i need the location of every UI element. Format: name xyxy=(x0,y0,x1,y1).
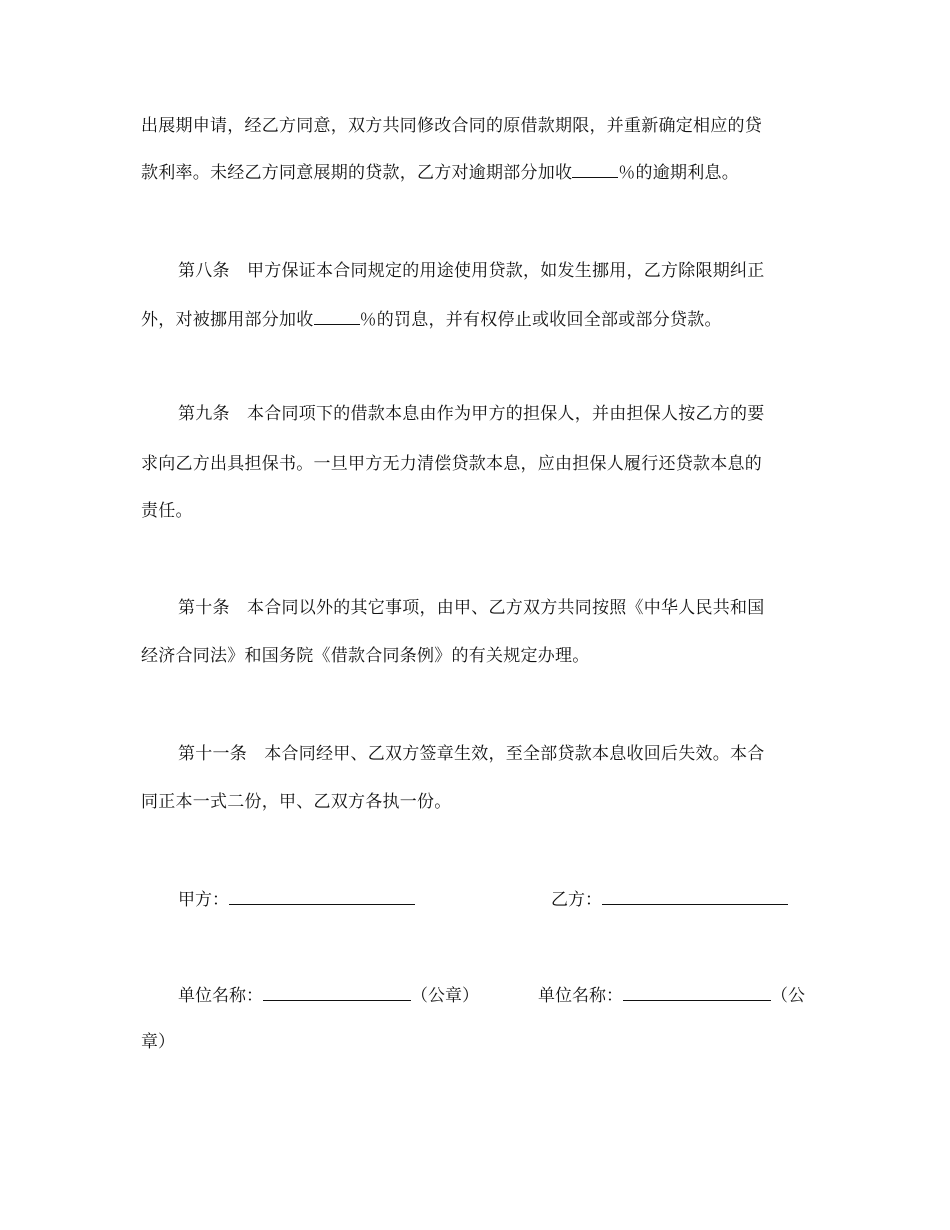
seal-b-part2: 章） xyxy=(141,1032,175,1052)
unit-name-a-label: 单位名称： xyxy=(178,986,263,1006)
unit-name-b-label: 单位名称： xyxy=(538,986,623,1006)
unit-name-a-blank xyxy=(263,985,411,1001)
unit-name-b-field xyxy=(538,985,805,1006)
unit-name-a-field xyxy=(178,985,479,1006)
party-b-field xyxy=(551,889,788,910)
party-a-field xyxy=(178,889,415,910)
article8-line-2-tail: ％的罚息，并有权停止或收回全部或部分贷款。 xyxy=(359,310,722,330)
party-b-label: 乙方： xyxy=(551,890,602,910)
article11-line-1: 第十一条 本合同经甲、乙双方签章生效，至全部贷款本息收回后失效。本合 xyxy=(178,744,765,764)
overdue-rate-blank xyxy=(572,162,618,178)
article8-line-1: 第八条 甲方保证本合同规定的用途使用贷款，如发生挪用，乙方除限期纠正 xyxy=(178,261,765,281)
article9-line-3: 责任。 xyxy=(141,501,193,521)
seal-b-part1: （公 xyxy=(771,986,805,1006)
article10-line-2: 经济合同法》和国务院《借款合同条例》的有关规定办理。 xyxy=(141,646,590,666)
article8-line-2 xyxy=(141,309,811,330)
article8-line-2-text: 外，对被挪用部分加收 xyxy=(141,310,314,330)
seal-a: （公章） xyxy=(411,986,479,1006)
party-a-label: 甲方： xyxy=(178,890,229,910)
party-b-blank xyxy=(602,889,788,905)
party-a-blank xyxy=(229,889,415,905)
article7-line-2 xyxy=(141,162,811,183)
article9-line-1: 第九条 本合同项下的借款本息由作为甲方的担保人，并由担保人按乙方的要 xyxy=(178,404,765,424)
article7-line-2-text: 款利率。未经乙方同意展期的贷款，乙方对逾期部分加收 xyxy=(141,163,573,183)
article7-line-1: 出展期申请，经乙方同意，双方共同修改合同的原借款期限，并重新确定相应的贷 xyxy=(141,116,762,136)
article9-line-2: 求向乙方出具担保书。一旦甲方无力清偿贷款本息，应由担保人履行还贷款本息的 xyxy=(141,454,762,474)
article10-line-1: 第十条 本合同以外的其它事项，由甲、乙方双方共同按照《中华人民共和国 xyxy=(178,598,765,618)
unit-name-b-blank xyxy=(623,985,771,1001)
article11-line-2: 同正本一式二份，甲、乙双方各执一份。 xyxy=(141,792,452,812)
penalty-rate-blank xyxy=(314,309,360,325)
article7-line-2-tail: ％的逾期利息。 xyxy=(618,163,739,183)
